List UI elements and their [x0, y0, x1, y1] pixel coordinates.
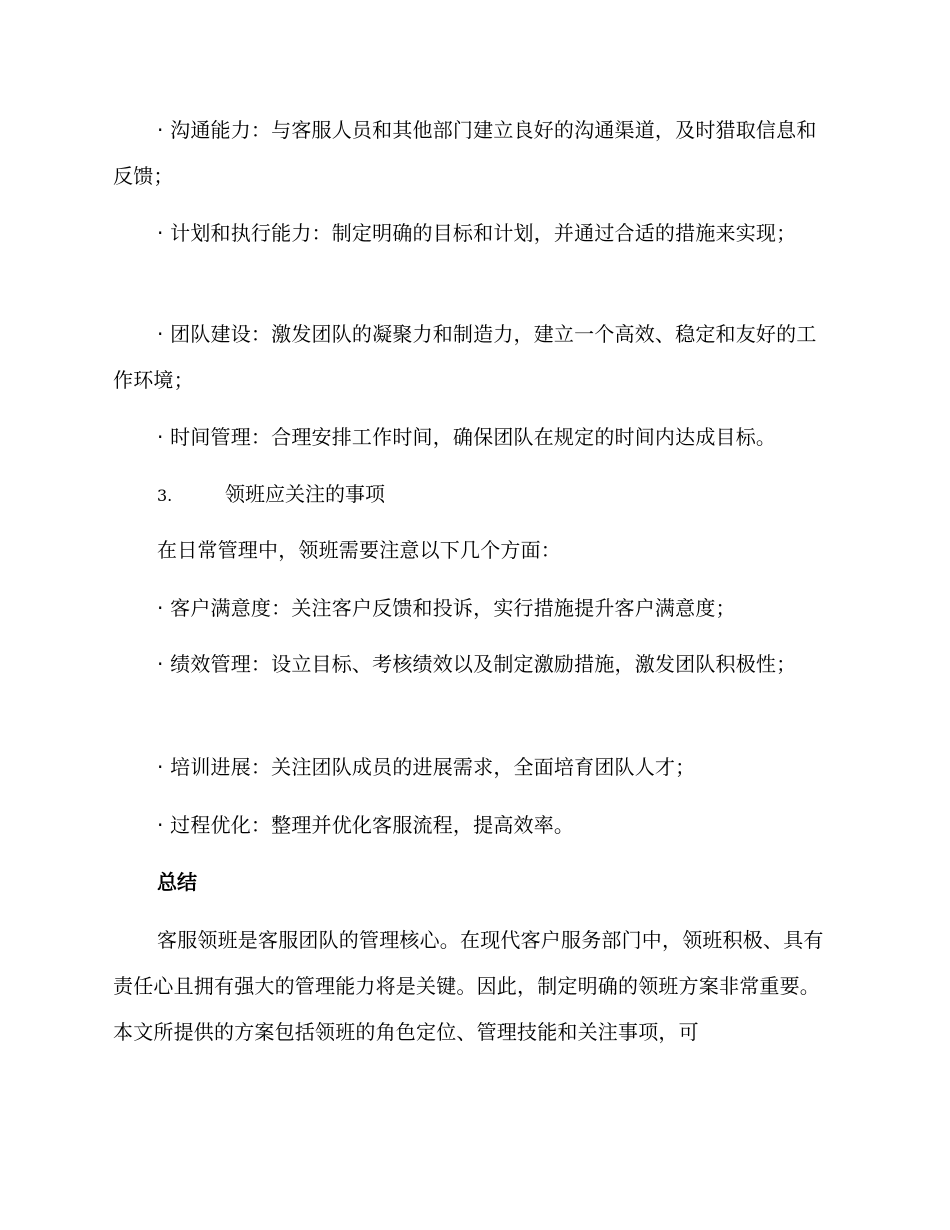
attention-intro: 在日常管理中，领班需要注意以下几个方面：: [157, 538, 561, 562]
section-number: 3.: [157, 486, 173, 505]
attention-customer: · 客户满意度：关注客户反馈和投诉，实行措施提升客户满意度；: [157, 596, 736, 620]
skill-team-building: · 团队建设：激发团队的凝聚力和制造力，建立一个高效、稳定和友好的工作环境；: [113, 322, 817, 392]
section-title: 领班应关注的事项: [225, 482, 385, 506]
section-3-heading: [157, 471, 385, 519]
summary-heading: 总结: [157, 870, 197, 894]
skill-time-management: · 时间管理：合理安排工作时间，确保团队在规定的时间内达成目标。: [157, 425, 777, 449]
attention-performance: · 绩效管理：设立目标、考核绩效以及制定激励措施，激发团队积极性；: [157, 652, 797, 676]
attention-training: · 培训进展：关注团队成员的进展需求，全面培育团队人才；: [157, 755, 696, 779]
attention-process: · 过程优化：整理并优化客服流程，提高效率。: [157, 813, 575, 837]
skill-communication: · 沟通能力：与客服人员和其他部门建立良好的沟通渠道，及时猎取信息和反馈；: [113, 118, 817, 188]
skill-planning: · 计划和执行能力：制定明确的目标和计划，并通过合适的措施来实现；: [157, 221, 797, 245]
summary-text: 客服领班是客服团队的管理核心。在现代客户服务部门中，领班积极、具有责任心且拥有强大的管理能力将是关键。因此，制定明确的领班方案非常重要。本文所提供的方案包括领班的角色定位、管理技能和关注事项，可: [113, 928, 824, 1044]
